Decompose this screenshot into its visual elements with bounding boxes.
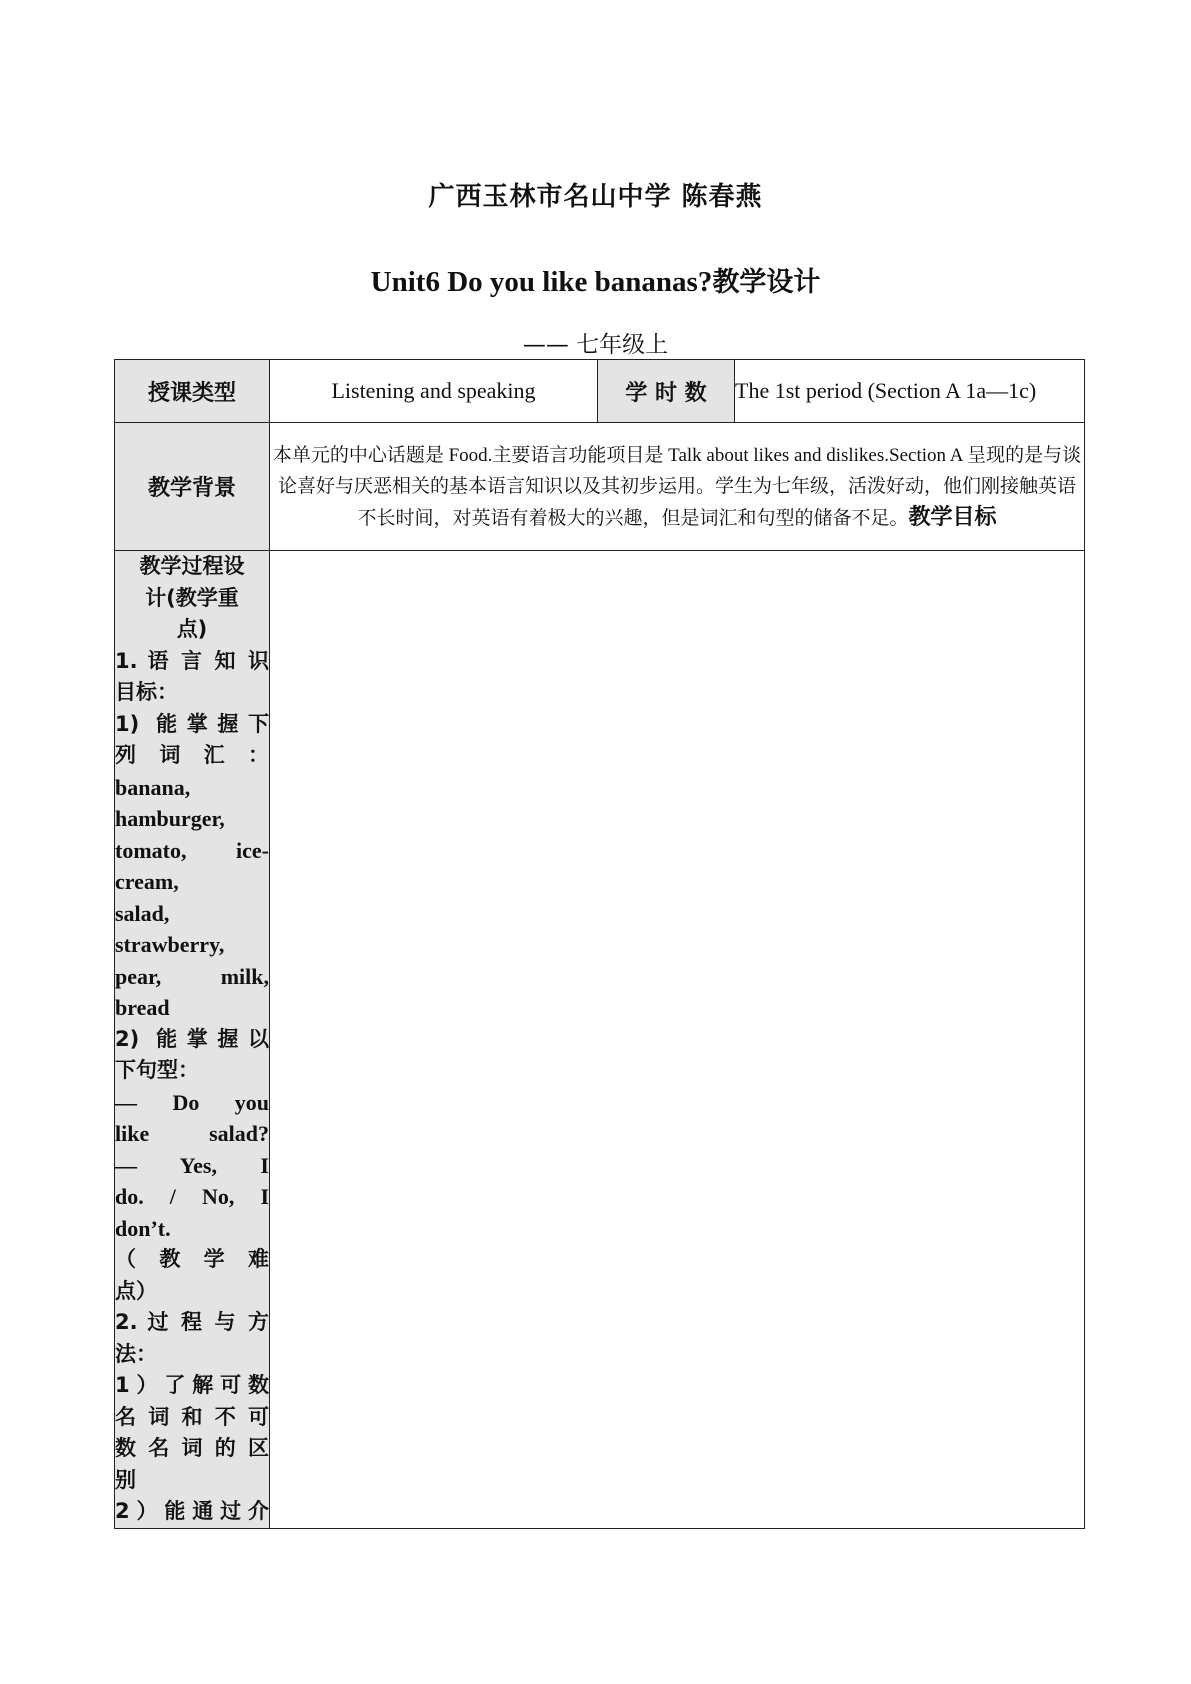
- course-type-label: 授课类型: [115, 360, 270, 423]
- process-line: cream,: [115, 869, 179, 894]
- process-line: banana,: [115, 774, 191, 800]
- process-line: pear, milk,: [115, 963, 269, 989]
- process-line: 法：: [115, 1341, 157, 1366]
- process-line: 计(教学重: [145, 585, 239, 610]
- process-line: 1. 语 言 知 识: [115, 648, 269, 673]
- teaching-process-content: [270, 551, 1085, 1529]
- process-line: 下句型：: [115, 1058, 199, 1082]
- process-line: 1）了解可数: [115, 1373, 269, 1397]
- process-line: — Yes, I: [115, 1152, 269, 1178]
- teaching-background-text: [270, 423, 1085, 551]
- process-line: 2) 能掌握以: [115, 1026, 269, 1051]
- process-line: 列 词 汇 ：: [115, 743, 269, 767]
- process-line: 点): [176, 617, 208, 641]
- process-line: 1) 能掌握下: [115, 711, 269, 736]
- teaching-process-label: [115, 551, 270, 1529]
- process-line: do. / No, I: [115, 1184, 269, 1209]
- table-row-course-type: [115, 360, 1085, 423]
- process-line: 教学过程设: [139, 554, 245, 578]
- grade-subtitle: —— 七年级上: [522, 332, 669, 358]
- process-line: like salad?: [115, 1121, 269, 1146]
- process-line: 点）: [115, 1278, 157, 1303]
- process-line: 别: [115, 1467, 136, 1492]
- process-line: 2. 过 程 与 方: [115, 1310, 269, 1334]
- process-line: bread: [115, 995, 170, 1020]
- process-line: 名词和不可: [115, 1404, 269, 1429]
- process-line: tomato, ice-: [115, 837, 269, 863]
- course-type-value: Listening and speaking: [270, 360, 598, 423]
- teaching-background-label: 教学背景: [115, 423, 270, 551]
- process-line: （ 教 学 难: [115, 1247, 269, 1271]
- process-line: — Do you: [115, 1089, 269, 1115]
- lesson-plan-table: [114, 359, 1085, 1529]
- process-line: 目标：: [115, 680, 178, 704]
- title-chinese: 教学设计: [712, 267, 821, 298]
- background-paragraph: 本单元的中心话题是 Food.主要语言功能项目是 Talk about likes and dislikes.Section A 呈现的是与谈论喜好与厌恶相关的基本语言知识以及其初步运用。学生为七年级，活泼好动，他们刚接触英语不长时间，对英语有着极大的兴趣，但是词汇和句型的储备不足。: [272, 444, 1082, 529]
- process-line: salad,: [115, 900, 170, 926]
- author-line: 广西玉林市名山中学 陈春燕: [428, 182, 763, 212]
- process-line: don’t.: [115, 1215, 171, 1241]
- process-line: strawberry,: [115, 932, 225, 957]
- class-hours-label: 学 时 数: [598, 360, 735, 423]
- table-row-process: [115, 551, 1085, 1529]
- document-title: [0, 260, 1191, 299]
- title-english: Unit6 Do you like bananas?: [370, 266, 713, 298]
- process-line: 数名词的区: [115, 1436, 269, 1460]
- process-line: hamburger,: [115, 806, 225, 831]
- process-line: 2）能通过介: [115, 1499, 269, 1523]
- table-row-background: [115, 423, 1085, 551]
- class-period-value: The 1st period (Section A 1a—1c): [735, 360, 1085, 423]
- teaching-goal-heading: 教学目标: [908, 504, 997, 530]
